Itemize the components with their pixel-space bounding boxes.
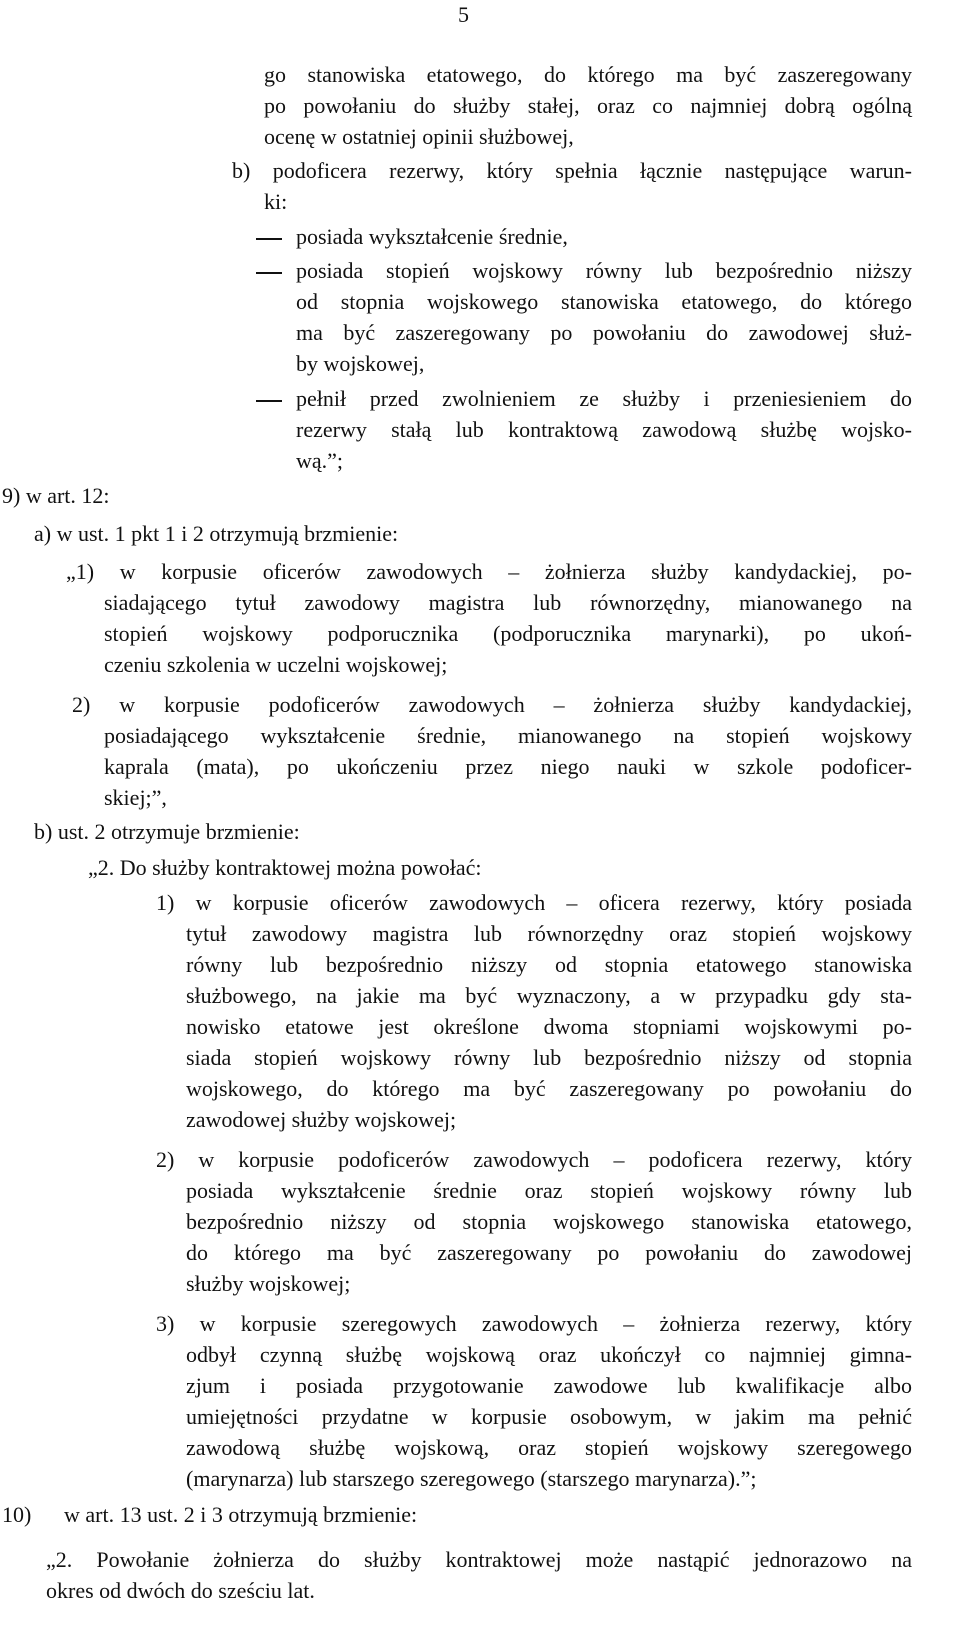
- text-line: umiejętności przydatne w korpusie osobowym, w jakim ma pełnić: [186, 1404, 912, 1429]
- text-line: posiada stopień wojskowy równy lub bezpośrednio niższy: [296, 258, 912, 283]
- text-line: siadającego tytuł zawodowy magistra lub równorzędny, mianowanego na: [104, 590, 912, 615]
- page-number: 5: [458, 2, 469, 27]
- text-line: go stanowiska etatowego, do którego ma być zaszeregowany: [264, 62, 912, 87]
- text-line: ki:: [264, 189, 288, 214]
- text-line: wojskowego, do którego ma być zaszeregowany po powołaniu do: [186, 1076, 912, 1101]
- text-line: 3) w korpusie szeregowych zawodowych – żołnierza rezerwy, który: [156, 1311, 912, 1336]
- text-line: bezpośrednio niższy od stopnia wojskowego stanowiska etatowego,: [186, 1209, 912, 1234]
- text-line: posiada wykształcenie średnie oraz stopień wojskowy równy lub: [186, 1178, 912, 1203]
- text-line: by wojskowej,: [296, 351, 425, 376]
- section-heading: w art. 13 ust. 2 i 3 otrzymują brzmienie:: [64, 1502, 418, 1527]
- text-line: ocenę w ostatniej opinii służbowej,: [264, 124, 574, 149]
- text-line: zawodową służbę wojskową, oraz stopień wojskowy szeregowego: [186, 1435, 912, 1460]
- text-line: posiadającego wykształcenie średnie, mianowanego na stopień wojskowy: [104, 723, 912, 748]
- section-number: 10): [2, 1502, 32, 1527]
- text-line: czeniu szkolenia w uczelni wojskowej;: [104, 652, 448, 677]
- text-line: a) w ust. 1 pkt 1 i 2 otrzymują brzmienie:: [34, 521, 399, 546]
- text-line: służby wojskowej;: [186, 1271, 351, 1296]
- text-line: do którego ma być zaszeregowany po powołaniu do zawodowej: [186, 1240, 912, 1265]
- text-line: po powołaniu do służby stałej, oraz co najmniej dobrą ogólną: [264, 93, 912, 118]
- text-line: „2. Do służby kontraktowej można powołać:: [88, 855, 482, 880]
- text-line: (marynarza) lub starszego szeregowego (starszego marynarza).”;: [186, 1466, 757, 1491]
- text-line: służbowego, na jakie ma być wyznaczony, a w przypadku gdy sta-: [186, 983, 912, 1008]
- text-line: siada stopień wojskowy równy lub bezpośrednio niższy od stopnia: [186, 1045, 912, 1070]
- list-dash: [256, 400, 282, 402]
- text-line: 1) w korpusie oficerów zawodowych – oficera rezerwy, który posiada: [156, 890, 912, 915]
- text-line: 2) w korpusie podoficerów zawodowych – podoficera rezerwy, który: [156, 1147, 912, 1172]
- text-line: „2. Powołanie żołnierza do służby kontraktowej może nastąpić jednorazowo na: [46, 1547, 912, 1572]
- text-line: stopień wojskowy podporucznika (podporucznika marynarki), po ukoń-: [104, 621, 912, 646]
- text-line: wą.”;: [296, 448, 344, 473]
- section-heading: 9) w art. 12:: [2, 483, 110, 508]
- text-line: 2) w korpusie podoficerów zawodowych – żołnierza służby kandydackiej,: [72, 692, 912, 717]
- list-dash: [256, 238, 282, 240]
- text-line: b) podoficera rezerwy, który spełnia łącznie następujące warun-: [232, 158, 912, 183]
- text-line: okres od dwóch do sześciu lat.: [46, 1578, 315, 1603]
- text-line: od stopnia wojskowego stanowiska etatowego, do którego: [296, 289, 912, 314]
- text-line: kaprala (mata), po ukończeniu przez niego nauki w szkole podoficer-: [104, 754, 912, 779]
- text-line: odbył czynną służbę wojskową oraz ukończył co najmniej gimna-: [186, 1342, 912, 1367]
- text-line: zjum i posiada przygotowanie zawodowe lub kwalifikacje albo: [186, 1373, 912, 1398]
- text-line: nowisko etatowe jest określone dwoma stopniami wojskowymi po-: [186, 1014, 912, 1039]
- text-line: skiej;”,: [104, 785, 167, 810]
- text-line: posiada wykształcenie średnie,: [296, 224, 568, 249]
- text-line: „1) w korpusie oficerów zawodowych – żołnierza służby kandydackiej, po-: [66, 559, 912, 584]
- text-line: pełnił przed zwolnieniem ze służby i przeniesieniem do: [296, 386, 912, 411]
- text-line: ma być zaszeregowany po powołaniu do zawodowej służ-: [296, 320, 912, 345]
- text-line: zawodowej służby wojskowej;: [186, 1107, 457, 1132]
- text-line: rezerwy stałą lub kontraktową zawodową służbę wojsko-: [296, 417, 912, 442]
- text-line: tytuł zawodowy magistra lub równorzędny oraz stopień wojskowy: [186, 921, 912, 946]
- text-line: równy lub bezpośrednio niższy od stopnia etatowego stanowiska: [186, 952, 912, 977]
- text-line: b) ust. 2 otrzymuje brzmienie:: [34, 819, 300, 844]
- list-dash: [256, 272, 282, 274]
